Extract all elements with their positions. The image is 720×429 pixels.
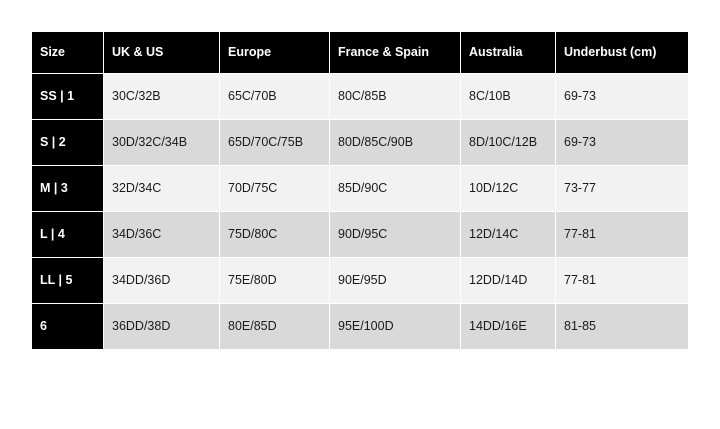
table-row [32, 212, 689, 258]
row-header-size: L | 4 [32, 212, 104, 258]
cell-australia: 8C/10B [461, 74, 556, 120]
cell-france-spain: 95E/100D [330, 304, 461, 350]
cell-australia: 14DD/16E [461, 304, 556, 350]
cell-underbust: 77-81 [556, 212, 689, 258]
cell-france-spain: 80C/85B [330, 74, 461, 120]
cell-france-spain: 85D/90C [330, 166, 461, 212]
cell-france-spain: 90E/95D [330, 258, 461, 304]
row-header-size: LL | 5 [32, 258, 104, 304]
cell-australia: 8D/10C/12B [461, 120, 556, 166]
size-chart-table-container [31, 31, 688, 350]
table-header [32, 32, 689, 74]
table-header-row [32, 32, 689, 74]
cell-uk-us: 30C/32B [104, 74, 220, 120]
column-header-australia: Australia [461, 32, 556, 74]
cell-europe: 70D/75C [220, 166, 330, 212]
column-header-uk-us: UK & US [104, 32, 220, 74]
column-header-europe: Europe [220, 32, 330, 74]
cell-uk-us: 34D/36C [104, 212, 220, 258]
cell-europe: 75E/80D [220, 258, 330, 304]
column-header-underbust: Underbust (cm) [556, 32, 689, 74]
cell-australia: 12D/14C [461, 212, 556, 258]
row-header-size: SS | 1 [32, 74, 104, 120]
column-header-size: Size [32, 32, 104, 74]
cell-underbust: 81-85 [556, 304, 689, 350]
cell-france-spain: 80D/85C/90B [330, 120, 461, 166]
cell-europe: 65C/70B [220, 74, 330, 120]
table-row [32, 120, 689, 166]
size-chart-table [31, 31, 689, 350]
table-body [32, 74, 689, 350]
cell-europe: 80E/85D [220, 304, 330, 350]
cell-uk-us: 34DD/36D [104, 258, 220, 304]
row-header-size: 6 [32, 304, 104, 350]
cell-uk-us: 30D/32C/34B [104, 120, 220, 166]
table-row [32, 258, 689, 304]
cell-underbust: 69-73 [556, 74, 689, 120]
row-header-size: S | 2 [32, 120, 104, 166]
table-row [32, 166, 689, 212]
cell-underbust: 73-77 [556, 166, 689, 212]
row-header-size: M | 3 [32, 166, 104, 212]
table-row [32, 304, 689, 350]
table-row [32, 74, 689, 120]
cell-france-spain: 90D/95C [330, 212, 461, 258]
cell-europe: 75D/80C [220, 212, 330, 258]
cell-uk-us: 36DD/38D [104, 304, 220, 350]
cell-uk-us: 32D/34C [104, 166, 220, 212]
cell-underbust: 77-81 [556, 258, 689, 304]
cell-underbust: 69-73 [556, 120, 689, 166]
cell-australia: 10D/12C [461, 166, 556, 212]
cell-europe: 65D/70C/75B [220, 120, 330, 166]
column-header-france-spain: France & Spain [330, 32, 461, 74]
cell-australia: 12DD/14D [461, 258, 556, 304]
